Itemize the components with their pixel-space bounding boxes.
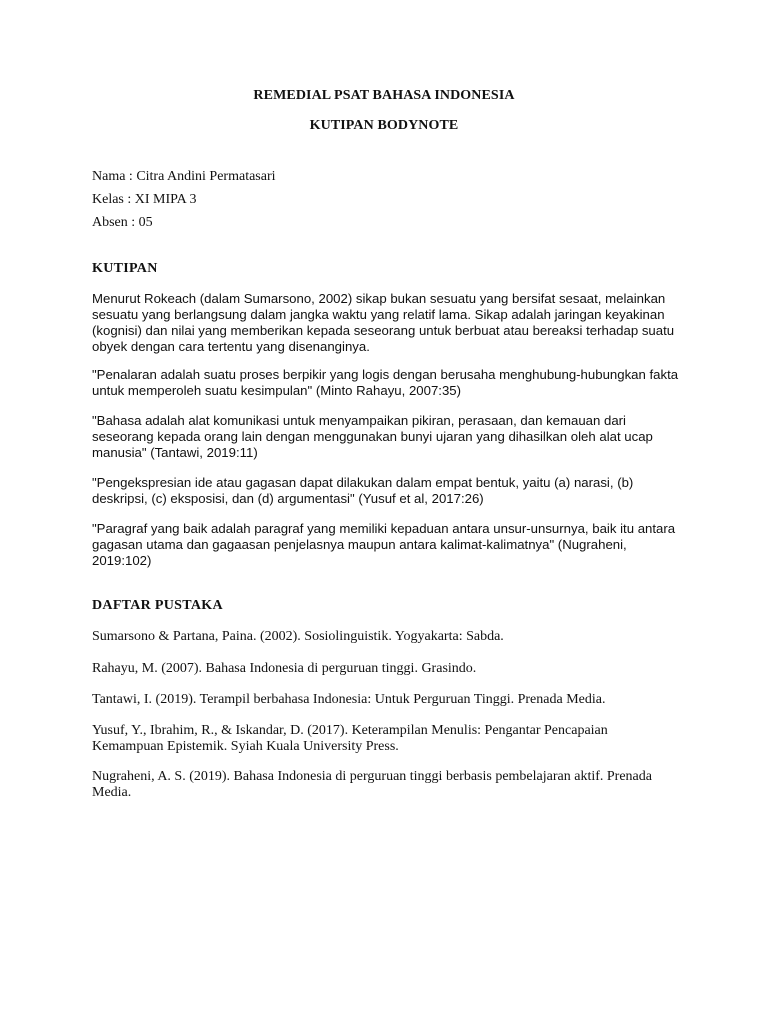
kutipan-paragraph-5: "Paragraf yang baik adalah paragraf yang memiliki kepaduan antara unsur-unsurnya, baik itu antara gagasan utama dan gagaasan penjelasnya maupun antara kalimat-kalimatnya" (Nugraheni, 2019:102) xyxy=(92,521,676,568)
document-title: REMEDIAL PSAT BAHASA INDONESIA xyxy=(253,88,515,103)
kutipan-paragraph-3: "Bahasa adalah alat komunikasi untuk menyampaikan pikiran, perasaan, dan kemauan dari seseorang kepada orang lain dengan menggunakan bunyi ujaran yang dihasilkan oleh alat ucap manusia" (Tantawi, 2019:11) xyxy=(92,413,653,460)
reference-3: Tantawi, I. (2019). Terampil berbahasa Indonesia: Untuk Perguruan Tinggi. Prenada Media. xyxy=(92,692,606,707)
reference-1: Sumarsono & Partana, Paina. (2002). Sosiolinguistik. Yogyakarta: Sabda. xyxy=(92,629,504,644)
kutipan-paragraph-4: "Pengekspresian ide atau gagasan dapat dilakukan dalam empat bentuk, yaitu (a) narasi, (b) deskripsi, (c) eksposisi, dan (d) argumentasi" (Yusuf et al, 2017:26) xyxy=(92,475,634,506)
kutipan-paragraph-2: "Penalaran adalah suatu proses berpikir yang logis dengan berusaha menghubung-hubungkan fakta untuk memperoleh suatu kesimpulan" (Minto Rahayu, 2007:35) xyxy=(92,367,679,398)
reference-2: Rahayu, M. (2007). Bahasa Indonesia di perguruan tinggi. Grasindo. xyxy=(92,661,477,676)
kutipan-heading: KUTIPAN xyxy=(92,261,158,276)
kutipan-paragraph-1: Menurut Rokeach (dalam Sumarsono, 2002) sikap bukan sesuatu yang bersifat sesaat, melainkan sesuatu yang berlangsung dalam jangka waktu yang relatif lama. Sikap adalah jaringan keyakinan (kognisi) dan nilai yang memberikan kepada seseorang untuk berbuat atau bereaksi terhadap suatu obyek dengan cara tertentu yang disenanginya. xyxy=(92,291,675,354)
document-subtitle: KUTIPAN BODYNOTE xyxy=(309,118,459,133)
reference-5: Nugraheni, A. S. (2019). Bahasa Indonesia di perguruan tinggi berbasis pembelajaran aktif. Prenada Media. xyxy=(92,769,652,800)
student-class: Kelas : XI MIPA 3 xyxy=(92,192,197,207)
student-number: Absen : 05 xyxy=(92,215,153,230)
student-name: Nama : Citra Andini Permatasari xyxy=(92,169,276,184)
pustaka-heading: DAFTAR PUSTAKA xyxy=(92,598,223,613)
reference-4: Yusuf, Y., Ibrahim, R., & Iskandar, D. (2017). Keterampilan Menulis: Pengantar Pencapaian Kemampuan Epistemik. Syiah Kuala University Press. xyxy=(92,723,608,754)
